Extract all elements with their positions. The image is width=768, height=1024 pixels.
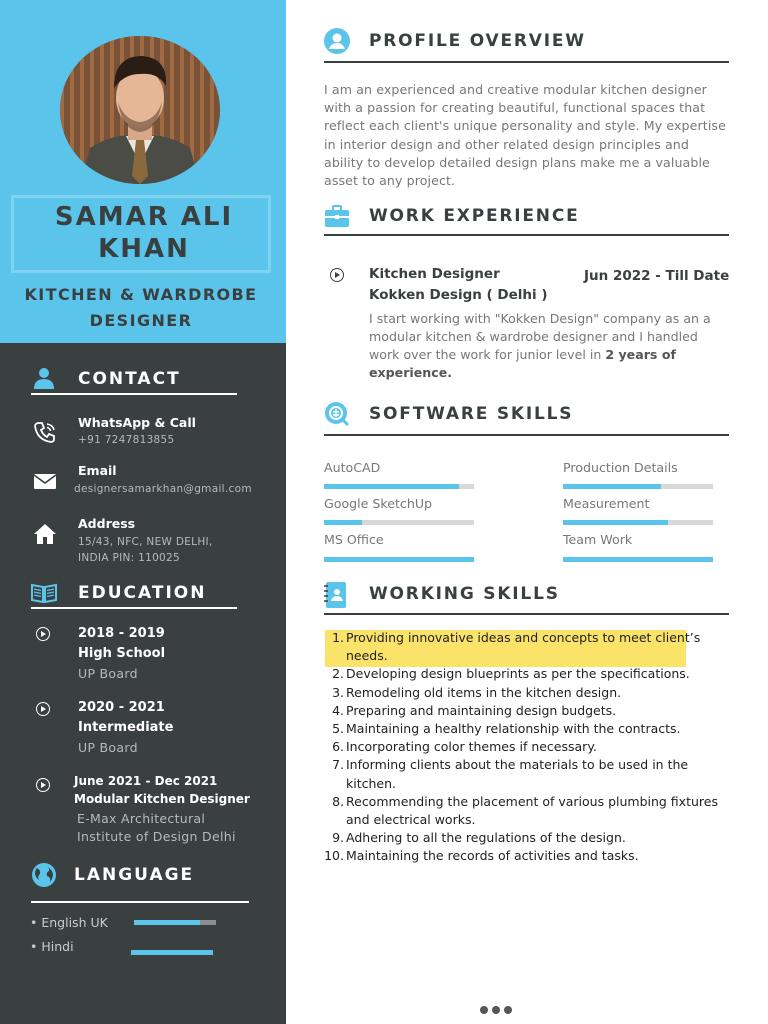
education-heading: EDUCATION — [78, 583, 207, 603]
education-2-board: UP Board — [78, 740, 138, 755]
list-item-text: Informing clients about the materials to be used in the kitchen. — [346, 757, 689, 791]
skill-production-details-bar-fill — [563, 484, 661, 489]
candidate-role — [0, 282, 282, 334]
candidate-role-line-2: DESIGNER — [89, 311, 193, 330]
email-icon — [33, 469, 57, 493]
work-company: Kokken Design ( Delhi ) — [369, 287, 548, 303]
profile-divider — [324, 61, 729, 63]
list-item — [324, 756, 734, 792]
education-1-bullet-icon — [36, 627, 50, 641]
contact-heading: CONTACT — [78, 369, 181, 389]
work-divider — [324, 234, 729, 236]
book-icon — [31, 581, 55, 605]
language-english-name: English UK — [41, 915, 108, 930]
list-item — [324, 665, 734, 683]
work-description — [369, 310, 731, 382]
list-item-number: 4. — [332, 702, 344, 718]
skill-sketchup-bar-fill — [324, 520, 362, 525]
home-icon — [33, 522, 57, 546]
clipboard-icon — [324, 581, 348, 609]
education-3-title: Modular Kitchen Designer — [74, 792, 250, 806]
skill-sketchup: Google SketchUp — [324, 496, 433, 511]
list-item-number: 1. — [332, 630, 344, 645]
work-description-text: I start working with "Kokken Design" company as an a modular kitchen & wardrobe designer and I handled work over the work for junior level in — [369, 311, 711, 362]
list-item-text: Preparing and maintaining design budgets. — [346, 702, 617, 718]
list-item-text: Recommending the placement of various plumbing fixtures and electrical works. — [346, 793, 718, 828]
language-english: • English UK — [30, 915, 108, 930]
globe-icon — [31, 862, 57, 888]
candidate-name — [11, 201, 277, 265]
list-item-number: 2. — [332, 666, 344, 682]
education-2-bullet-icon — [36, 702, 50, 716]
candidate-role-line-1: KITCHEN & WARDROBE — [24, 285, 258, 304]
language-hindi-name: Hindi — [41, 939, 74, 954]
phone-icon — [33, 420, 57, 444]
list-item-text: Adhering to all the regulations of the design. — [346, 830, 626, 846]
skill-sketchup-bar — [324, 520, 474, 525]
work-description-emphasis: 2 years of experience. — [369, 347, 676, 380]
person-icon — [32, 366, 56, 390]
list-item-text: Maintaining a healthy relationship with the contracts. — [346, 721, 681, 737]
skill-ms-office-bar-fill — [324, 557, 474, 562]
skill-autocad-bar — [324, 484, 474, 489]
whatsapp-label: WhatsApp & Call — [78, 415, 196, 430]
candidate-name-line-1: SAMAR ALI — [54, 202, 234, 232]
more-options-icon[interactable] — [480, 999, 520, 1009]
list-item-number: 6. — [332, 739, 344, 755]
list-item-number: 10. — [324, 848, 344, 864]
language-english-bar — [134, 920, 216, 925]
language-heading: LANGUAGE — [74, 865, 195, 885]
list-item — [324, 738, 734, 756]
profile-text: I am an experienced and creative modular kitchen designer with a passion for creating beautiful, functional spaces that reflect each client's unique personality and style. My expertise in interior design and other related design principles and ability to develop detailed design plans make me a valuable asset to any project. — [324, 82, 726, 189]
skill-team-work: Team Work — [563, 532, 633, 547]
list-item — [324, 629, 734, 665]
skill-measurement-bar — [563, 520, 713, 525]
list-item-text: Maintaining the records of activities and tasks. — [346, 848, 639, 864]
education-2-title: Intermediate — [78, 720, 174, 735]
language-hindi-bar-fill — [131, 950, 213, 955]
working-divider — [324, 613, 729, 615]
briefcase-icon — [324, 205, 350, 231]
list-item-number: 3. — [332, 684, 344, 700]
work-bullet-icon — [330, 268, 344, 282]
education-1-title: High School — [78, 646, 166, 661]
skill-production-details: Production Details — [563, 460, 678, 475]
work-date: Jun 2022 - Till Date — [584, 268, 730, 284]
language-divider — [31, 901, 249, 903]
work-title: Kitchen Designer — [369, 266, 500, 282]
education-2-years: 2020 - 2021 — [78, 700, 165, 715]
education-3-institute-line-1: E-Max Architectural — [77, 811, 206, 826]
person-circle-icon — [324, 28, 350, 54]
address-line-1: 15/43, NFC, NEW DELHI, — [78, 536, 213, 548]
software-divider — [324, 434, 729, 436]
email-value[interactable]: designersamarkhan@gmail.com — [74, 483, 252, 495]
list-item — [324, 702, 734, 720]
list-item-number: 9. — [332, 830, 344, 846]
whatsapp-value: +91 7247813855 — [78, 434, 175, 446]
list-item-text: Remodeling old items in the kitchen design. — [346, 684, 622, 700]
skill-autocad-bar-fill — [324, 484, 459, 489]
working-skills-list — [324, 629, 734, 866]
list-item — [324, 829, 734, 847]
list-item — [324, 847, 734, 865]
skill-measurement: Measurement — [563, 496, 650, 511]
list-item-text: Developing design blueprints as per the specifications. — [346, 666, 690, 682]
list-item-number: 7. — [332, 757, 344, 773]
list-item-number: 8. — [332, 793, 344, 809]
education-divider — [31, 607, 237, 609]
education-1-board: UP Board — [78, 666, 138, 681]
list-item-text: Incorporating color themes if necessary. — [346, 739, 597, 755]
address-line-2: INDIA PIN: 110025 — [78, 552, 180, 564]
list-item-number: 5. — [332, 721, 344, 737]
software-heading: SOFTWARE SKILLS — [369, 404, 574, 424]
language-hindi-bar — [131, 950, 213, 955]
skill-team-work-bar — [563, 557, 713, 562]
work-heading: WORK EXPERIENCE — [369, 206, 580, 226]
language-hindi: • Hindi — [30, 939, 74, 954]
language-english-bar-fill — [134, 920, 200, 925]
address-label: Address — [78, 516, 136, 531]
email-label: Email — [78, 463, 117, 478]
list-item — [324, 793, 734, 829]
education-3-years: June 2021 - Dec 2021 — [74, 774, 218, 788]
list-item-text: Providing innovative ideas and concepts to meet client’s needs. — [346, 630, 701, 664]
skill-production-details-bar — [563, 484, 713, 489]
list-item — [324, 720, 734, 738]
skill-autocad: AutoCAD — [324, 460, 381, 475]
skill-team-work-bar-fill — [563, 557, 713, 562]
education-3-institute-line-2: Institute of Design Delhi — [77, 829, 236, 844]
education-1-years: 2018 - 2019 — [78, 626, 165, 641]
list-item — [324, 684, 734, 702]
skill-ms-office: MS Office — [324, 532, 384, 547]
working-heading: WORKING SKILLS — [369, 584, 560, 604]
gear-search-icon — [324, 401, 350, 427]
education-3-bullet-icon — [36, 778, 50, 792]
skill-measurement-bar-fill — [563, 520, 668, 525]
skill-ms-office-bar — [324, 557, 474, 562]
candidate-name-line-2: KHAN — [98, 234, 190, 264]
avatar — [60, 36, 220, 184]
profile-heading: PROFILE OVERVIEW — [369, 31, 586, 51]
contact-divider — [31, 393, 237, 395]
